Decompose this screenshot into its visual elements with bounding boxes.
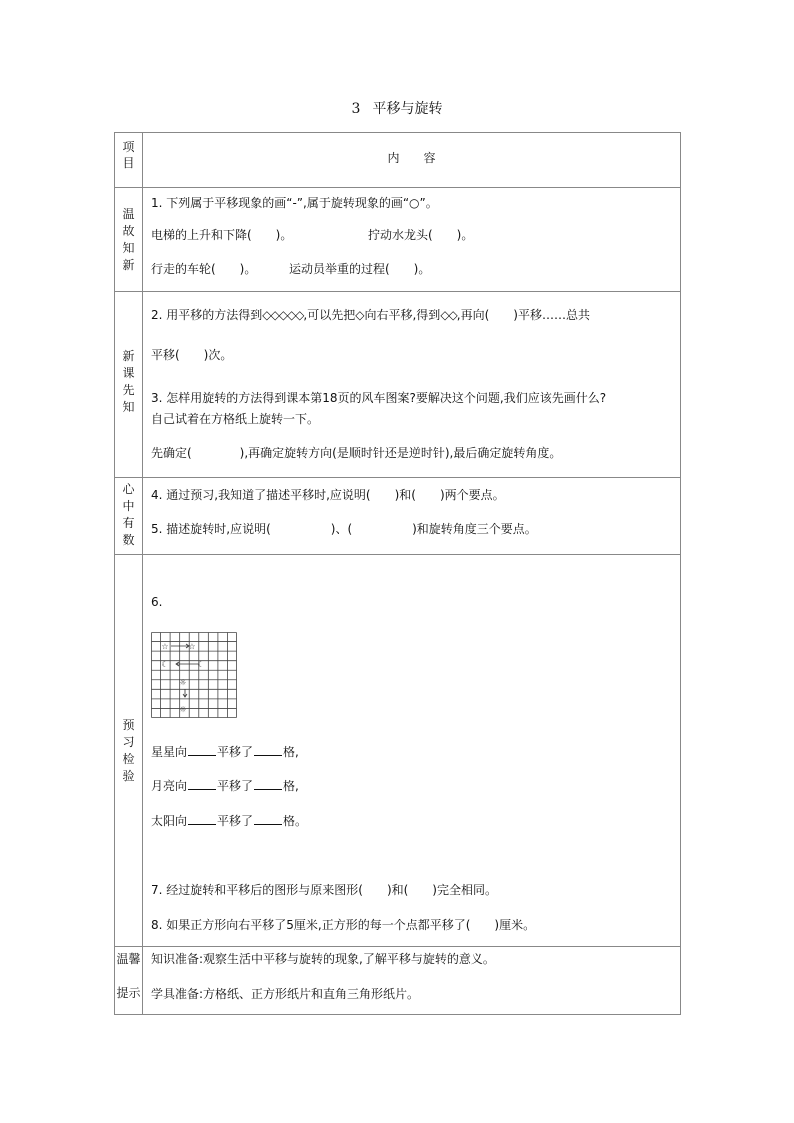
q2-line2: 平移( )次。 <box>151 348 233 362</box>
sun-mid: 平移了 <box>217 814 254 828</box>
q7-text: 7. 经过旋转和平移后的图形与原来图形( )和( )完全相同。 <box>151 883 497 897</box>
q2-two-diamonds: ◇◇ <box>440 308 457 322</box>
star-mid: 平移了 <box>217 745 254 759</box>
section-check-label-cell <box>115 555 143 947</box>
star-prefix: 星星向 <box>151 745 188 759</box>
q2-five-diamonds: ◇◇◇◇◇ <box>262 308 304 322</box>
page-title <box>0 98 794 118</box>
star-moved-icon: ☆ <box>188 642 196 651</box>
tips-label-top: 温馨 <box>116 952 141 966</box>
moon-count-blank <box>254 778 282 790</box>
moon-moved-icon: ☾ <box>161 660 169 669</box>
section-tips <box>115 947 681 1015</box>
q1-text: 1. 下列属于平移现象的画“-”,属于旋转现象的画“○”。 <box>151 196 438 210</box>
section-review-label-cell <box>115 188 143 292</box>
section-tips-content <box>143 947 681 1015</box>
q1-item-d: 运动员举重的过程( )。 <box>289 262 431 276</box>
worksheet-table <box>114 132 681 1015</box>
q5-text: 5. 描述旋转时,应说明( )、( )和旋转角度三个要点。 <box>151 522 537 536</box>
sun-fill-line <box>151 812 307 829</box>
moon-prefix: 月亮向 <box>151 779 188 793</box>
tips-label-bottom: 提示 <box>116 986 141 1000</box>
section-mindful <box>115 478 681 555</box>
q2-prefix: 2. 用平移的方法得到 <box>151 308 263 322</box>
section-preview <box>115 292 681 478</box>
section-preview-label: 新课先知 <box>122 349 135 414</box>
moon-original-icon: ☾ <box>197 660 205 669</box>
q1-item-c: 行走的车轮( )。 <box>151 262 257 276</box>
header-label-cell <box>115 133 143 188</box>
q6-number: 6. <box>151 595 163 609</box>
q2-end: ,再向( )平移……总共 <box>456 308 590 322</box>
star-fill-line <box>151 743 299 760</box>
star-direction-blank <box>188 744 216 756</box>
section-preview-content <box>143 292 681 478</box>
moon-direction-blank <box>188 778 216 790</box>
header-content: 内 容 <box>387 151 436 165</box>
section-mindful-content <box>143 478 681 555</box>
sun-prefix: 太阳向 <box>151 814 188 828</box>
sun-count-blank <box>254 813 282 825</box>
q2-mid: ,可以先把 <box>303 308 356 322</box>
header-row <box>115 133 681 188</box>
section-check-content <box>143 555 681 947</box>
title-text: 平移与旋转 <box>372 101 443 117</box>
section-check-label: 预习检验 <box>122 718 135 783</box>
moon-mid: 平移了 <box>217 779 254 793</box>
section-check <box>115 555 681 947</box>
section-mindful-label: 心中有数 <box>122 482 135 547</box>
star-count-blank <box>254 744 282 756</box>
header-content-cell <box>143 133 681 188</box>
moon-end: 格, <box>283 779 299 793</box>
section-review-content <box>143 188 681 292</box>
header-label: 项目 <box>122 140 135 170</box>
section-preview-label-cell <box>115 292 143 478</box>
q2-one-diamond: ◇ <box>355 308 365 322</box>
section-review <box>115 188 681 292</box>
q2-line1 <box>151 306 590 323</box>
sun-direction-blank <box>188 813 216 825</box>
sun-end: 格。 <box>283 814 308 828</box>
q3-line2: 自己试着在方格纸上旋转一下。 <box>151 412 320 426</box>
q1-item-a: 电梯的上升和下降( )。 <box>151 228 293 242</box>
tips-line2: 学具准备:方格纸、正方形纸片和直角三角形纸片。 <box>151 987 420 1001</box>
star-end: 格, <box>283 745 299 759</box>
q3-line3: 先确定( ),再确定旋转方向(是顺时针还是逆时针),最后确定旋转角度。 <box>151 446 562 460</box>
translation-grid <box>151 632 237 718</box>
q3-line1: 3. 怎样用旋转的方法得到课本第18页的风车图案?要解决这个问题,我们应该先画什么? <box>151 391 607 405</box>
tips-line1: 知识准备:观察生活中平移与旋转的现象,了解平移与旋转的意义。 <box>151 952 495 966</box>
q8-text: 8. 如果正方形向右平移了5厘米,正方形的每一个点都平移了( )厘米。 <box>151 918 536 932</box>
q4-text: 4. 通过预习,我知道了描述平移时,应说明( )和( )两个要点。 <box>151 488 505 502</box>
star-original-icon: ☆ <box>161 642 169 651</box>
section-review-label: 温故知新 <box>122 207 135 272</box>
q1-item-b: 拧动水龙头( )。 <box>368 228 474 242</box>
title-number: 3 <box>351 101 361 117</box>
sun-moved-icon: ☼ <box>179 705 187 714</box>
sun-original-icon: ☼ <box>179 678 187 687</box>
moon-fill-line <box>151 777 299 794</box>
section-mindful-label-cell <box>115 478 143 555</box>
q2-mid2: 向右平移,得到 <box>364 308 441 322</box>
section-tips-label-cell <box>115 947 143 1015</box>
